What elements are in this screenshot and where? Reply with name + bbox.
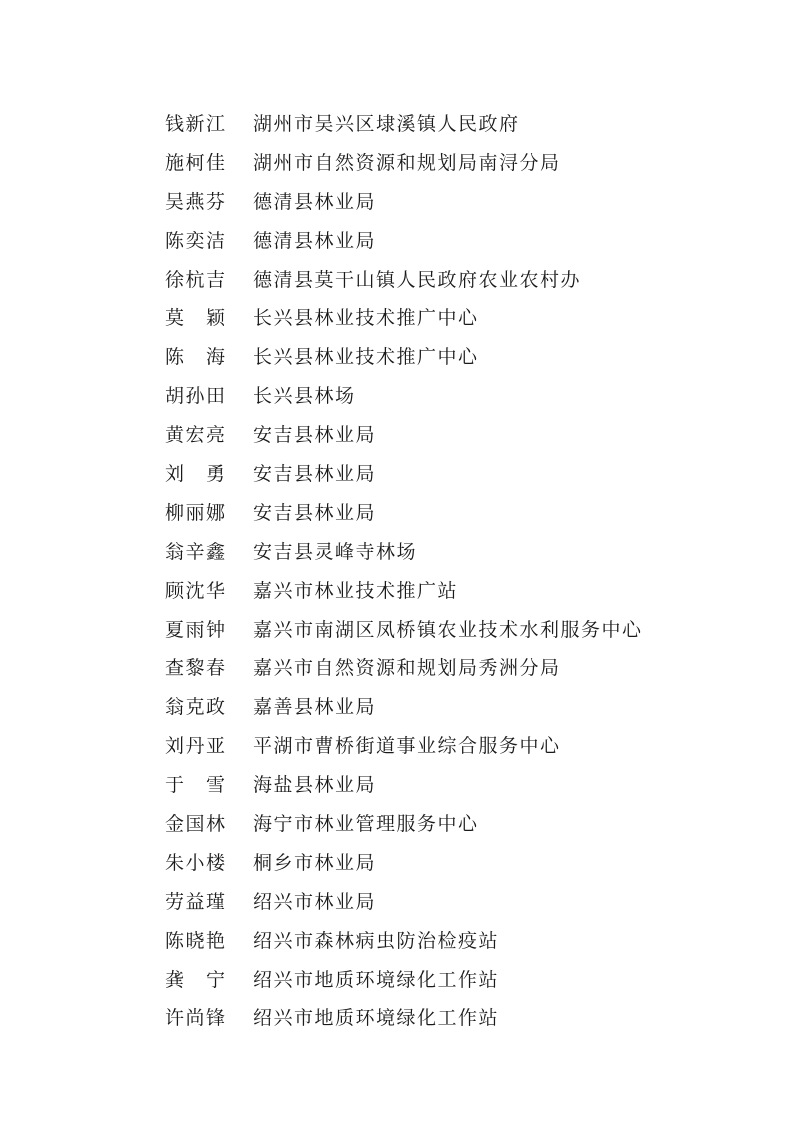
organization: 安吉县林业局 [253, 462, 377, 485]
list-item [165, 220, 643, 259]
list-item [165, 375, 643, 414]
person-name: 劳益瑾 [165, 890, 227, 913]
list-item [165, 336, 643, 375]
person-name: 吴燕芬 [165, 190, 227, 213]
person-name: 陈晓艳 [165, 929, 227, 952]
organization: 平湖市曹桥街道事业综合服务中心 [253, 735, 561, 758]
organization: 绍兴市地质环境绿化工作站 [253, 1007, 500, 1030]
list-item [165, 259, 643, 298]
organization: 嘉兴市南湖区凤桥镇农业技术水利服务中心 [253, 618, 643, 641]
list-item [165, 997, 643, 1036]
person-name: 柳丽娜 [165, 501, 227, 524]
list-item [165, 842, 643, 881]
list-item [165, 531, 643, 570]
list-item [165, 570, 643, 609]
list-item [165, 103, 643, 142]
person-name: 黄宏亮 [165, 424, 227, 447]
list-item [165, 492, 643, 531]
organization: 嘉兴市林业技术推广站 [253, 579, 459, 602]
person-name: 钱新江 [165, 112, 227, 135]
list-item [165, 142, 643, 181]
organization: 海宁市林业管理服务中心 [253, 812, 479, 835]
organization: 嘉兴市自然资源和规划局秀洲分局 [253, 657, 561, 680]
person-name: 翁克政 [165, 696, 227, 719]
person-name: 莫 颖 [165, 307, 227, 330]
organization: 绍兴市森林病虫防治检疫站 [253, 929, 500, 952]
person-name: 金国林 [165, 812, 227, 835]
person-name: 陈 海 [165, 346, 227, 369]
person-name: 龚 宁 [165, 968, 227, 991]
list-item [165, 764, 643, 803]
organization: 德清县林业局 [253, 190, 377, 213]
list-item [165, 686, 643, 725]
organization: 长兴县林业技术推广中心 [253, 346, 479, 369]
person-name: 翁辛鑫 [165, 540, 227, 563]
personnel-list [165, 103, 643, 1036]
list-item [165, 453, 643, 492]
person-name: 施柯佳 [165, 151, 227, 174]
person-name: 刘丹亚 [165, 735, 227, 758]
person-name: 陈奕洁 [165, 229, 227, 252]
organization: 绍兴市地质环境绿化工作站 [253, 968, 500, 991]
list-item [165, 725, 643, 764]
person-name: 胡孙田 [165, 385, 227, 408]
list-item [165, 414, 643, 453]
person-name: 夏雨钟 [165, 618, 227, 641]
organization: 湖州市吴兴区埭溪镇人民政府 [253, 112, 520, 135]
organization: 嘉善县林业局 [253, 696, 377, 719]
organization: 绍兴市林业局 [253, 890, 377, 913]
person-name: 朱小楼 [165, 851, 227, 874]
list-item [165, 181, 643, 220]
person-name: 徐杭吉 [165, 268, 227, 291]
person-name: 查黎春 [165, 657, 227, 680]
list-item [165, 959, 643, 998]
person-name: 刘 勇 [165, 462, 227, 485]
organization: 湖州市自然资源和规划局南浔分局 [253, 151, 561, 174]
person-name: 于 雪 [165, 774, 227, 797]
organization: 德清县莫干山镇人民政府农业农村办 [253, 268, 582, 291]
list-item [165, 881, 643, 920]
list-item [165, 920, 643, 959]
list-item [165, 803, 643, 842]
organization: 桐乡市林业局 [253, 851, 377, 874]
organization: 安吉县灵峰寺林场 [253, 540, 418, 563]
person-name: 许尚锋 [165, 1007, 227, 1030]
organization: 长兴县林场 [253, 385, 356, 408]
person-name: 顾沈华 [165, 579, 227, 602]
organization: 安吉县林业局 [253, 501, 377, 524]
organization: 长兴县林业技术推广中心 [253, 307, 479, 330]
list-item [165, 609, 643, 648]
list-item [165, 297, 643, 336]
list-item [165, 647, 643, 686]
organization: 德清县林业局 [253, 229, 377, 252]
organization: 安吉县林业局 [253, 424, 377, 447]
organization: 海盐县林业局 [253, 774, 377, 797]
